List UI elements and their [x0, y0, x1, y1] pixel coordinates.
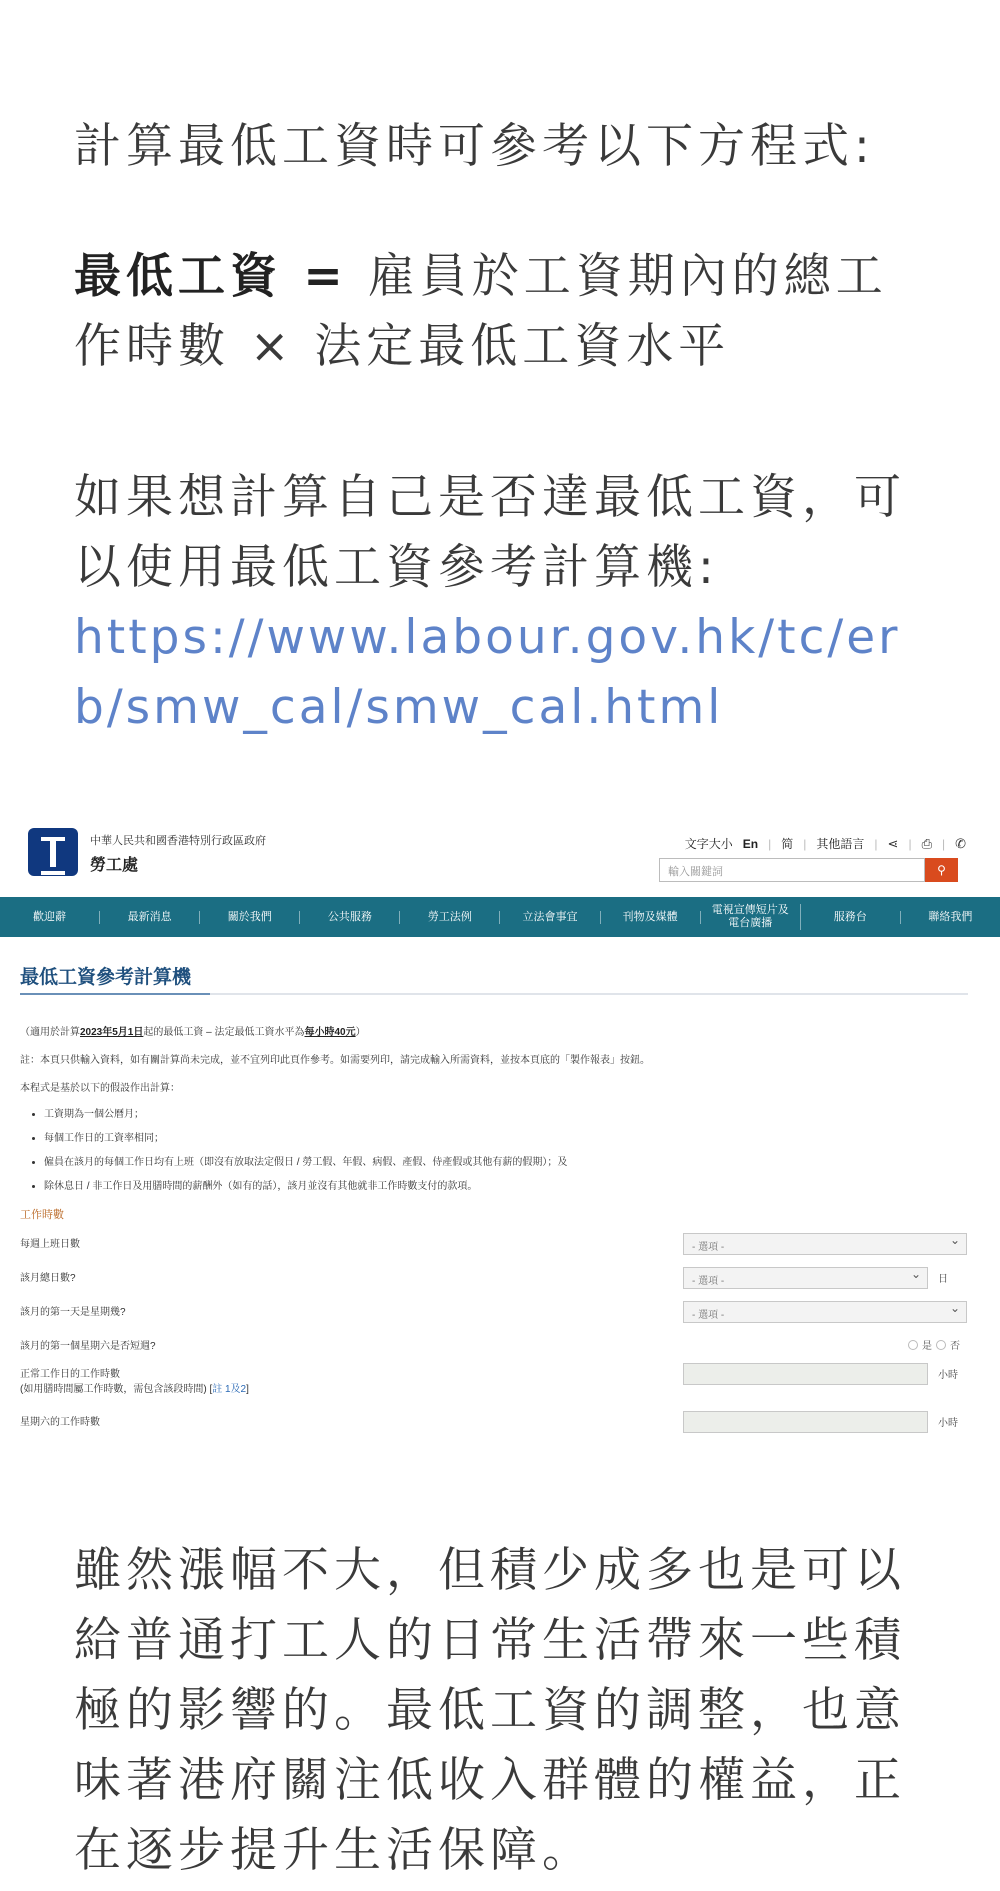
gov-name: 中華人民共和國香港特別行政區政府	[90, 835, 266, 847]
title-divider	[20, 993, 968, 995]
labour-dept-logo-icon[interactable]	[28, 828, 78, 876]
divider: |	[874, 836, 878, 851]
days-in-month-select[interactable]: - 選項 - ⌄	[683, 1267, 928, 1289]
paragraph-formula	[74, 242, 934, 382]
search-input[interactable]: 輸入關鍵詞	[659, 858, 925, 882]
first-saturday-radios	[908, 1337, 960, 1352]
normal-hours-sub: (如用膳時間屬工作時數，需包含該段時間) [註 1及2]	[20, 1384, 249, 1395]
workdays-label: 每週上班日數	[20, 1239, 80, 1250]
main-nav	[0, 897, 1000, 937]
print-icon[interactable]: ⎙	[921, 835, 932, 851]
formula-lhs: 最低工資 =	[74, 249, 348, 304]
yes-radio[interactable]	[908, 1340, 918, 1350]
applicable-note: （適用於計算2023年5月1日起的最低工資 – 法定最低工資水平為每小時40元）	[20, 1027, 366, 1038]
saturday-hours-label: 星期六的工作時數	[20, 1417, 100, 1428]
nav-item-about[interactable]: 關於我們	[200, 911, 300, 924]
nav-item-welcome[interactable]: 歡迎辭	[0, 911, 100, 924]
nav-item-publications[interactable]: 刊物及媒體	[601, 911, 701, 924]
labour-dept-screenshot	[0, 810, 1000, 1450]
paragraph-calculator	[74, 463, 934, 743]
nav-item-services[interactable]: 公共服務	[300, 911, 400, 924]
note-link[interactable]: 註 1及2	[212, 1384, 247, 1395]
calculator-link[interactable]: https://www.labour.gov.hk/tc/erb/smw_cal/smw_cal.html	[74, 610, 901, 735]
divider: |	[803, 836, 807, 851]
first-saturday-label: 該月的第一個星期六是否短週?	[20, 1341, 156, 1352]
effective-date: 2023年5月1日	[80, 1027, 144, 1038]
assumption-intro: 本程式是基於以下的假設作出計算：	[20, 1083, 180, 1094]
list-item: • 每個工作日的工資率相同；	[44, 1129, 567, 1153]
formula-rhs: 雇員於工資期內的總工作時數 × 法定最低工資水平	[74, 249, 888, 374]
divider: |	[768, 836, 772, 851]
list-item: • 除休息日 / 非工作日及用膳時間的薪酬外（如有的話），該月並沒有其他就非工作時數支付的款項。	[44, 1177, 567, 1201]
phone-icon[interactable]: ✆	[955, 835, 966, 851]
yes-label: 是	[922, 1341, 932, 1352]
hours-unit: 小時	[938, 1370, 958, 1381]
font-size-link[interactable]: 文字大小	[684, 837, 733, 851]
first-day-label: 該月的第一天是星期幾?	[20, 1307, 126, 1318]
nav-item-news[interactable]: 最新消息	[100, 911, 200, 924]
normal-hours-input[interactable]	[683, 1363, 928, 1385]
nav-item-legislation[interactable]: 勞工法例	[400, 911, 500, 924]
divider: |	[908, 836, 912, 851]
calculator-title: 最低工資參考計算機	[20, 967, 192, 988]
paragraph-formula-intro: 計算最低工資時可參考以下方程式:	[74, 119, 875, 174]
hours-unit: 小時	[938, 1418, 958, 1429]
list-item: • 僱員在該月的每個工作日均有上班（即沒有放取法定假日 / 勞工假、年假、病假、產假、侍產假或其他有薪的假期）；及	[44, 1153, 567, 1177]
assumption-list	[30, 1105, 567, 1201]
print-note: 註：本頁只供輸入資料，如有關計算尚未完成，並不宜列印此頁作參考。如需要列印，請完成輸入所需資料，並按本頁底的「製作報表」按鈕。	[20, 1055, 650, 1066]
minimum-wage-rate: 每小時40元	[304, 1027, 356, 1038]
divider: |	[941, 836, 946, 851]
nav-item-tv-radio[interactable]: 電視宣傳短片及電台廣播	[701, 904, 801, 930]
calculator-intro-text: 如果想計算自己是否達最低工資，可以使用最低工資參考計算機:	[74, 470, 906, 595]
paragraph-conclusion: 雖然漲幅不大，但積少成多也是可以給普通打工人的日常生活帶來一些積極的影響的。最低工資的調整，也意味著港府關注低收入群體的權益，正在逐步提升生活保障。	[74, 1543, 906, 1878]
nav-item-service-desk[interactable]: 服務台	[801, 911, 901, 924]
other-lang-link[interactable]: 其他語言	[816, 837, 865, 851]
lang-en-link[interactable]: En	[742, 836, 759, 851]
no-label: 否	[950, 1341, 960, 1352]
lang-sc-link[interactable]: 简	[781, 837, 794, 851]
days-in-month-label: 該月總日數?	[20, 1273, 76, 1284]
nav-item-legco[interactable]: 立法會事宜	[500, 911, 600, 924]
days-unit: 日	[938, 1274, 948, 1285]
normal-hours-label: 正常工作日的工作時數	[20, 1369, 120, 1380]
search-icon[interactable]: ⚲	[925, 858, 958, 882]
dept-name[interactable]: 勞工處	[90, 857, 139, 874]
list-item: • 工資期為一個公曆月；	[44, 1105, 567, 1129]
workdays-select[interactable]: - 選項 - ⌄	[683, 1233, 967, 1255]
no-radio[interactable]	[936, 1340, 946, 1350]
section-title-hours: 工作時數	[20, 1209, 64, 1221]
nav-item-contact[interactable]: 聯絡我們	[928, 910, 973, 923]
top-links	[685, 835, 966, 852]
first-day-select[interactable]: - 選項 - ⌄	[683, 1301, 967, 1323]
share-icon[interactable]: ⋖	[887, 835, 899, 851]
saturday-hours-input[interactable]	[683, 1411, 928, 1433]
